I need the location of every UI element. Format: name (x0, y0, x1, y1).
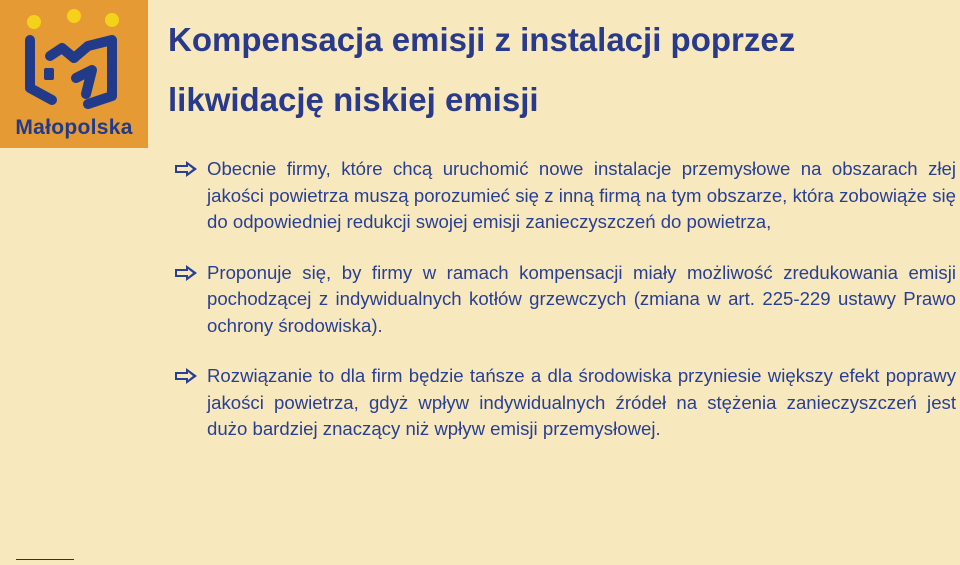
malopolska-logo (0, 0, 148, 148)
bullet-text: Proponuje się, by firmy w ramach kompensacji miały możliwość zredukowania emisji pochodzącej z indywidualnych kotłów grzewczych (zmiana w art. 225-229 ustawy Prawo ochrony środowiska). (207, 261, 956, 336)
slide-title (168, 10, 948, 130)
title-line-2: likwidację niskiej emisji (168, 81, 539, 118)
bullet-item (174, 260, 956, 340)
arrow-right-icon (174, 161, 198, 177)
bullet-text: Obecnie firmy, które chcą uruchomić nowe instalacje przemysłowe na obszarach złej jakości powietrza muszą porozumieć się z inną firmą na tym obszarze, która zobowiąże się do odpowiedniej redukcji swojej emisji zanieczyszczeń do powietrza, (207, 158, 956, 232)
bullet-item (174, 363, 956, 443)
arrow-right-icon (174, 368, 198, 384)
bullet-item (174, 156, 956, 236)
bullet-list (174, 156, 956, 443)
footer-divider (16, 559, 74, 560)
logo-text: Małopolska (15, 116, 133, 139)
arrow-right-icon (174, 265, 198, 281)
bullet-text: Rozwiązanie to dla firm będzie tańsze a dla środowiska przyniesie większy efekt poprawy jakości powietrza, gdyż wpływ indywidualnych źródeł na stężenia zanieczyszczeń jest dużo bardziej znaczący niż wpływ emisji przemysłowej. (207, 365, 956, 439)
title-line-1: Kompensacja emisji z instalacji poprzez (168, 21, 796, 58)
